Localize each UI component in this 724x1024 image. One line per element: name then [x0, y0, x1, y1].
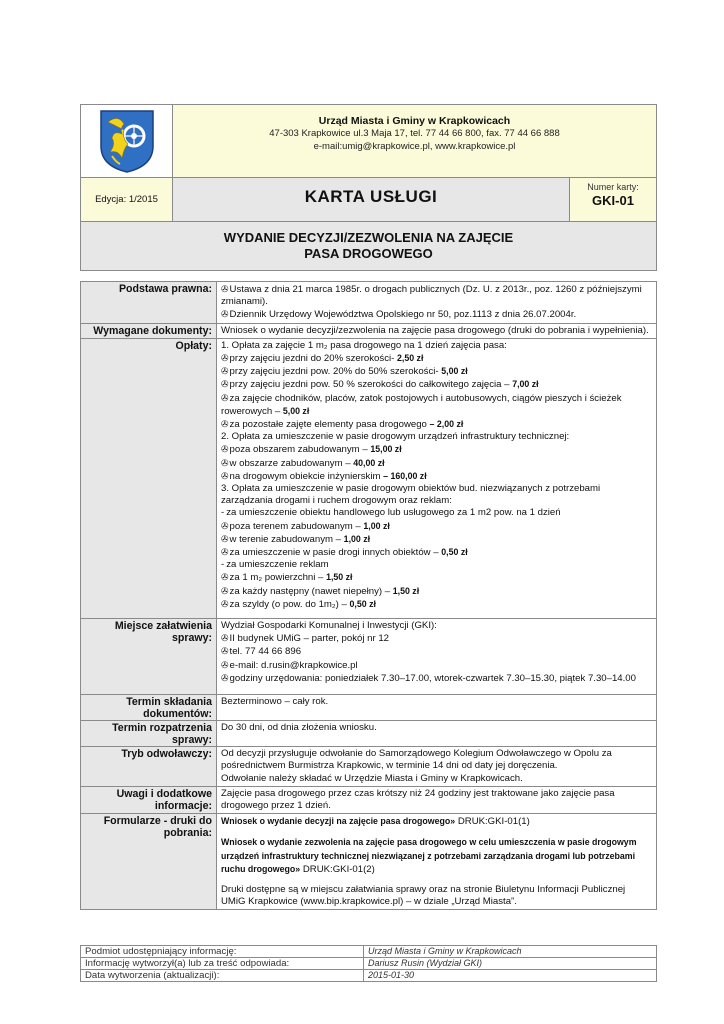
list-item: ✇za szyldy (o pow. do 1m₂) – 0,50 zł [221, 598, 376, 610]
card-number-box [570, 178, 656, 221]
coat-of-arms-icon [98, 108, 156, 174]
appeal-text-2: Odwołanie należy składać w Urzędzie Miasta i Gminy w Krapkowicach. [221, 772, 523, 784]
office-name: Urząd Miasta i Gminy w Krapkowicach [318, 115, 511, 127]
footer-key: Informację wytworzył(a) lub za treść odpowiada: [81, 958, 364, 970]
bullet-icon: ✇ [221, 585, 229, 596]
list-item: ✇poza terenem zabudowanym – 1,00 zł [221, 520, 390, 532]
row-place [81, 619, 657, 695]
fees-value [217, 338, 657, 618]
fees-subsection: - za umieszczenie reklam [221, 559, 329, 571]
bullet-icon: ✇ [221, 533, 229, 544]
deadline-process-value: Do 30 dni, od dnia złożenia wniosku. [217, 721, 657, 747]
forms-value [217, 814, 657, 910]
notes-label: Uwagi i dodatkowe informacje: [81, 786, 217, 813]
bullet-icon: ✇ [221, 284, 229, 294]
row-forms [81, 814, 657, 910]
footer-value: 2015-01-30 [364, 970, 657, 982]
table-row [81, 946, 657, 958]
bullet-icon: ✇ [221, 353, 229, 364]
bullet-icon: ✇ [221, 547, 229, 558]
card-number: GKI-01 [592, 193, 634, 208]
card-title: KARTA USŁUGI [173, 178, 570, 221]
bullet-icon: ✇ [221, 392, 229, 403]
documents-label: Wymagane dokumenty: [81, 323, 217, 338]
form-link-2[interactable]: Wniosek o wydanie zezwolenia na zajęcie pasa drogowego w celu umieszczenia w pasie drogowym urządzeń infrastruktury technicznej niezwiązanej z potrzebami zarządzania drogami lub potrzebami ruchu drogowego» DRUK:GKI-01(2) [221, 837, 637, 875]
service-title [81, 222, 656, 270]
header-block [80, 104, 657, 271]
list-item: ✇za 1 m₂ powierzchni – 1,50 zł [221, 572, 353, 584]
list-item: ✇za umieszczenie w pasie drogi innych obiektów – 0,50 zł [221, 547, 468, 559]
fees-subsection: - za umieszczenie obiektu handlowego lub usługowego za 1 m2 pow. na 1 dzień [221, 507, 561, 519]
place-label: Miejsce załatwienia sprawy: [81, 619, 217, 695]
fees-section-1-title: 1. Opłata za zajęcie 1 m₂ pasa drogowego na 1 dzień zajęcia pasa: [221, 339, 507, 351]
card-number-label: Numer karty: [587, 182, 639, 192]
list-item: ✇poza obszarem zabudowanym – 15,00 zł [221, 444, 402, 456]
fees-label: Opłaty: [81, 338, 217, 618]
list-item: ✇Dziennik Urzędowy Województwa Opolskiego nr 50, poz.1113 z dnia 26.07.2004r. [221, 309, 577, 321]
footer-value: Dariusz Rusin (Wydział GKI) [364, 958, 657, 970]
service-title-line2: PASA DROGOWEGO [304, 246, 433, 261]
place-value [217, 619, 657, 695]
row-appeal [81, 747, 657, 787]
service-details-table [80, 281, 657, 910]
bullet-icon: ✇ [221, 672, 229, 683]
office-email: e-mail:umig@krapkowice.pl, www.krapkowice.pl [313, 141, 516, 152]
legal-basis-label: Podstawa prawna: [81, 282, 217, 324]
form-link-1[interactable]: Wniosek o wydanie decyzji na zajęcie pasa drogowego» DRUK:GKI-01(1) [221, 816, 530, 828]
fees-section-3-title: 3. Opłata za umieszczenie w pasie drogowym obiektów bud. niezwiązanych z potrzebami zarządzania drogami i ruchem drogowym oraz reklam: [221, 483, 601, 507]
bullet-icon: ✇ [221, 659, 229, 670]
list-item: ✇w terenie zabudowanym – 1,00 zł [221, 533, 371, 545]
footer-value: Urząd Miasta i Gminy w Krapkowicach [364, 946, 657, 958]
list-item: ✇na drogowym obiekcie inżynierskim – 160,00 zł [221, 470, 427, 482]
list-item: ✇przy zajęciu jezdni do 20% szerokości- 2,50 zł [221, 353, 424, 365]
table-row [81, 970, 657, 982]
row-legal-basis [81, 282, 657, 324]
table-row [81, 958, 657, 970]
place-intro: Wydział Gospodarki Komunalnej i Inwestycji (GKI): [221, 620, 437, 632]
row-deadline-submit [81, 695, 657, 721]
forms-label: Formularze - druki do pobrania: [81, 814, 217, 910]
row-deadline-process [81, 721, 657, 747]
appeal-text-1: Od decyzji przysługuje odwołanie do Samorządowego Kolegium Odwoławczego w Opolu za pośrednictwem Burmistrza Krapkowic, w terminie 14 dni od daty jej doręczenia. [221, 748, 612, 772]
bullet-icon: ✇ [221, 366, 229, 377]
dash-icon: - [221, 559, 225, 571]
list-item: ✇przy zajęciu jezdni pow. 50 % szerokości do całkowitego zajęcia – 7,00 zł [221, 379, 539, 391]
row-fees [81, 338, 657, 618]
list-item: ✇za zajęcie chodników, placów, zatok postojowych i autobusowych, ciągów pieszych i ścieżek rowerowych – 5,00 zł [221, 392, 622, 417]
bullet-icon: ✇ [221, 419, 229, 430]
appeal-label: Tryb odwoławczy: [81, 747, 217, 787]
row-notes [81, 786, 657, 813]
office-address: 47-303 Krapkowice ul.3 Maja 17, tel. 77 44 66 800, fax. 77 44 66 888 [269, 128, 560, 139]
appeal-value [217, 747, 657, 787]
footer-key: Podmiot udostępniający informację: [81, 946, 364, 958]
forms-availability: Druki dostępne są w miejscu załatwiania sprawy oraz na stronie Biuletynu Informacji Publicznej UMiG Krapkowice (www.bip.krapkowice.pl) – w dziale „Urząd Miasta”. [221, 883, 626, 908]
deadline-submit-value: Bezterminowo – cały rok. [217, 695, 657, 721]
row-documents [81, 323, 657, 338]
info-footer-table [80, 945, 657, 982]
bullet-icon: ✇ [221, 633, 229, 644]
dash-icon: - [221, 507, 225, 519]
bullet-icon: ✇ [221, 598, 229, 609]
footer-key: Data wytworzenia (aktualizacji): [81, 970, 364, 982]
documents-value: Wniosek o wydanie decyzji/zezwolenia na zajęcie pasa drogowego (druki do pobrania i wypełnienia). [217, 323, 657, 338]
list-item: ✇przy zajęciu jezdni pow. 20% do 50% szerokości- 5,00 zł [221, 366, 468, 378]
bullet-icon: ✇ [221, 444, 229, 455]
list-item: ✇e-mail: d.rusin@krapkowice.pl [221, 659, 358, 671]
list-item: ✇w obszarze zabudowanym – 40,00 zł [221, 457, 385, 469]
edition: Edycja: 1/2015 [81, 178, 173, 221]
coat-of-arms [81, 105, 173, 177]
bullet-icon: ✇ [221, 379, 229, 390]
notes-value: Zajęcie pasa drogowego przez czas krótszy niż 24 godziny jest traktowane jako zajęcie pasa drogowego przez 1 dzień. [217, 786, 657, 813]
list-item: ✇godziny urzędowania: poniedziałek 7.30–17.00, wtorek-czwartek 7.30–15.30, piątek 7.30–14.00 [221, 672, 636, 684]
list-item: ✇za każdy następny (nawet niepełny) – 1,50 zł [221, 585, 420, 597]
bullet-icon: ✇ [221, 572, 229, 583]
list-item: ✇Ustawa z dnia 21 marca 1985r. o drogach publicznych (Dz. U. z 2013r., poz. 1260 z późniejszymi zmianami). [221, 284, 642, 308]
bullet-icon: ✇ [221, 646, 229, 657]
fees-section-2-title: 2. Opłata za umieszczenie w pasie drogowym urządzeń infrastruktury technicznej: [221, 431, 570, 443]
list-item: ✇II budynek UMiG – parter, pokój nr 12 [221, 633, 389, 645]
bullet-icon: ✇ [221, 309, 229, 320]
bullet-icon: ✇ [221, 457, 229, 468]
service-title-line1: WYDANIE DECYZJI/ZEZWOLENIA NA ZAJĘCIE [223, 230, 514, 245]
list-item: ✇tel. 77 44 66 896 [221, 646, 302, 658]
office-info [173, 105, 656, 177]
bullet-icon: ✇ [221, 470, 229, 481]
list-item: ✇za pozostałe zajęte elementy pasa drogowego – 2,00 zł [221, 419, 464, 431]
legal-basis-value [217, 282, 657, 324]
deadline-process-label: Termin rozpatrzenia sprawy: [81, 721, 217, 747]
deadline-submit-label: Termin składania dokumentów: [81, 695, 217, 721]
bullet-icon: ✇ [221, 520, 229, 531]
